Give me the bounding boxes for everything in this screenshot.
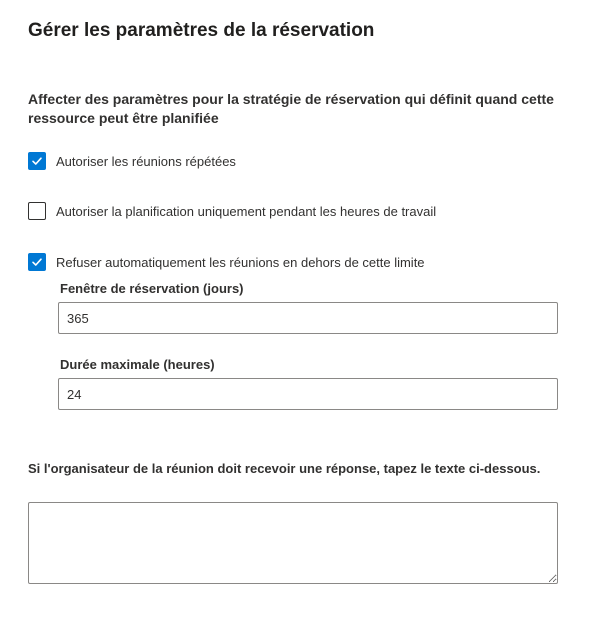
page-title: Gérer les paramètres de la réservation (28, 20, 375, 41)
allow-recurring-label: Autoriser les réunions répétées (56, 153, 236, 169)
booking-window-label: Fenêtre de réservation (jours) (60, 281, 244, 296)
policy-heading: Affecter des paramètres pour la stratégie de réservation qui définit quand cette ressource peut être planifiée (28, 91, 554, 126)
booking-window-input[interactable] (58, 302, 558, 334)
auto-decline-label: Refuser automatiquement les réunions en dehors de cette limite (56, 254, 425, 270)
work-hours-only-label: Autoriser la planification uniquement pendant les heures de travail (56, 203, 437, 219)
max-duration-label: Durée maximale (heures) (60, 357, 215, 372)
reply-heading: Si l'organisateur de la réunion doit recevoir une réponse, tapez le texte ci-dessous. (28, 461, 541, 476)
allow-recurring-checkbox[interactable] (28, 152, 46, 170)
allow-recurring-checkbox-row[interactable] (28, 152, 236, 170)
max-duration-input[interactable] (58, 378, 558, 410)
work-hours-only-checkbox-row[interactable] (28, 202, 436, 220)
checkmark-icon (31, 256, 43, 268)
work-hours-only-checkbox[interactable] (28, 202, 46, 220)
auto-decline-checkbox-row[interactable] (28, 253, 425, 271)
auto-decline-checkbox[interactable] (28, 253, 46, 271)
checkmark-icon (31, 155, 43, 167)
reply-textarea[interactable] (28, 502, 558, 584)
